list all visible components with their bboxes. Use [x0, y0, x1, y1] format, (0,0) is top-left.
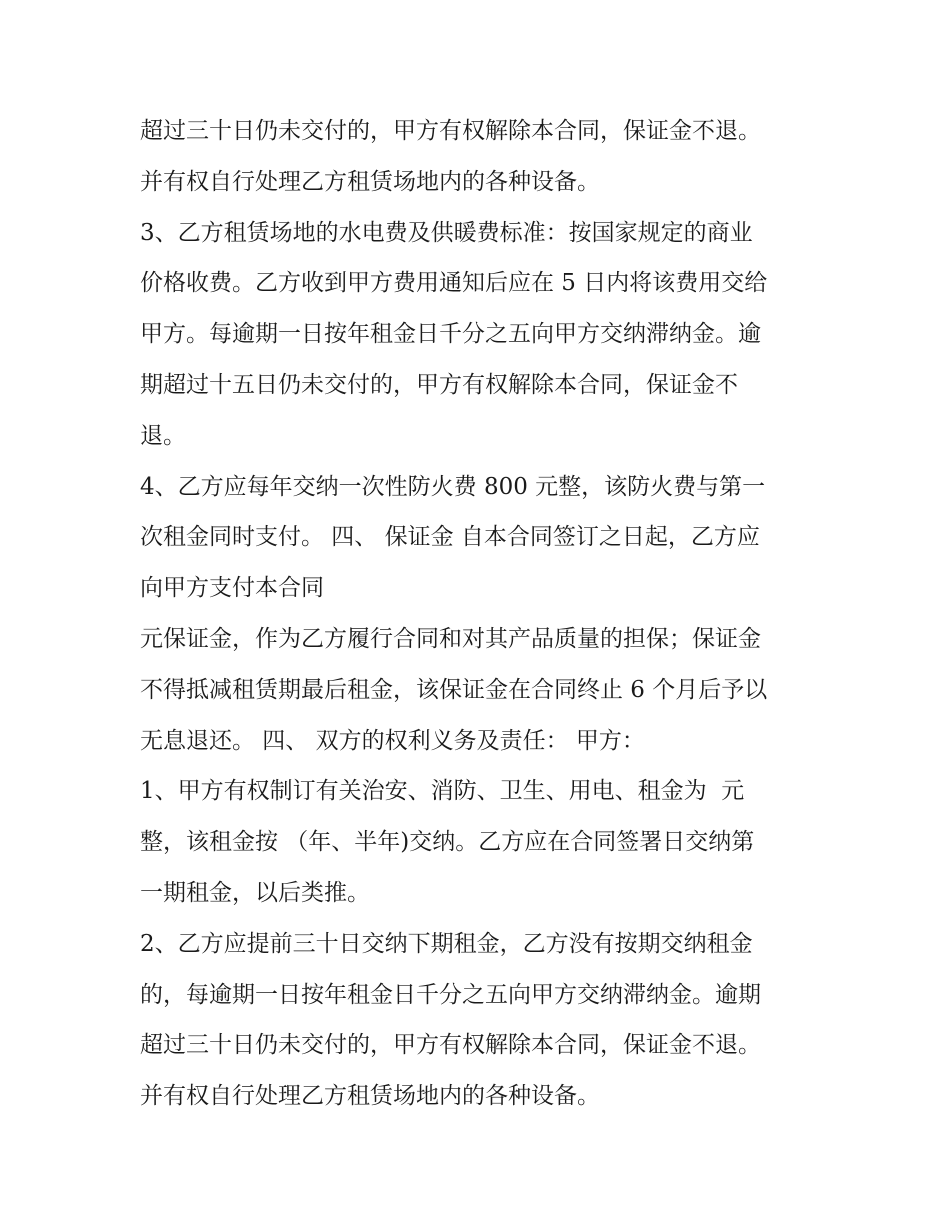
text-line: 甲方。每逾期一日按年租金日千分之五向甲方交纳滞纳金。逾: [140, 321, 761, 348]
text-line: 退。: [140, 422, 186, 449]
text-line: 一期租金，以后类推。: [140, 879, 370, 906]
text-line: 无息退还。 四、 双方的权利义务及责任： 甲方：: [140, 727, 645, 754]
text-line: 元保证金，作为乙方履行合同和对其产品质量的担保；保证金: [140, 625, 761, 652]
text-line: 2、乙方应提前三十日交纳下期租金，乙方没有按期交纳租金: [140, 930, 753, 957]
text-line: 并有权自行处理乙方租赁场地内的各种设备。: [140, 1083, 600, 1110]
text-line: 不得抵减租赁期最后租金，该保证金在合同终止 6 个月后予以: [140, 676, 768, 703]
text-line: 超过三十日仍未交付的，甲方有权解除本合同，保证金不退。: [140, 1032, 761, 1059]
text-line: 的，每逾期一日按年租金日千分之五向甲方交纳滞纳金。逾期: [140, 981, 761, 1008]
text-line: 向甲方支付本合同: [140, 575, 324, 602]
text-line: 3、乙方租赁场地的水电费及供暖费标准：按国家规定的商业: [140, 219, 753, 246]
text-line: 4、乙方应每年交纳一次性防火费 800 元整，该防火费与第一: [140, 473, 766, 500]
text-line: 次租金同时支付。 四、 保证金 自本合同签订之日起，乙方应: [140, 524, 760, 551]
text-line: 并有权自行处理乙方租赁场地内的各种设备。: [140, 168, 600, 195]
text-line: 超过三十日仍未交付的，甲方有权解除本合同，保证金不退。: [140, 118, 761, 144]
text-line: 价格收费。乙方收到甲方费用通知后应在 5 日内将该费用交给: [140, 270, 768, 297]
document-body: [140, 106, 820, 1122]
text-line: 期超过十五日仍未交付的，甲方有权解除本合同，保证金不: [140, 371, 738, 398]
text-line: 整，该租金按 （年、半年)交纳。乙方应在合同签署日交纳第: [140, 829, 755, 856]
text-line: 1、甲方有权制订有关治安、消防、卫生、用电、租金为 元: [140, 778, 745, 805]
